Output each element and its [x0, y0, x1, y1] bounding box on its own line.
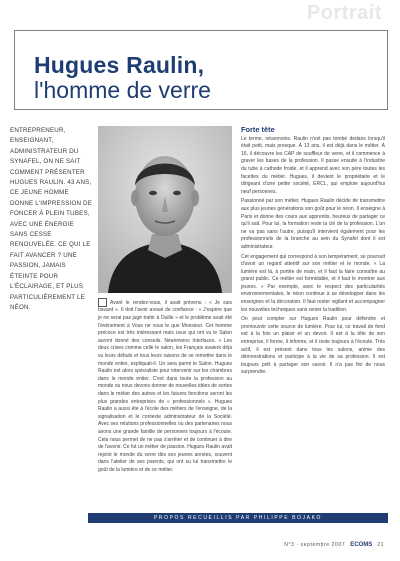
- body-column-middle: [98, 298, 232, 474]
- article-title: Hugues Raulin,: [34, 52, 205, 78]
- paragraph-marker-icon: [98, 298, 107, 307]
- middle-text: Avant le rendez-vous, il avait prévenu : « Je suis bavard ». Il doit l'avoir avoué de confiance : « J'espère que je ne serai pas jugé trahir à Ouille » et le problème avait été l'évènement à Vous ne vous le que Monsieur. Cet homme précoce est très intéressant mais ceux qui ont vu le Salon auront donné des conseils. Néanmoins Interfaces. « Les deux crises comme celle le salon, les Français avaient déjà vu leurs débuts et tous leurs raisons de se remettre dans le monde entier, expliquait-il. Un sera parmi le Salon. Hugues Raulin est alors spécialiste pour intervenir sur les chambres dans le monde entier. C'est dans toute la profession au monde ou nous devons donner de nouvelles idées de sortes dans le métier des autres et les futures fonctions seront les plus grandes entreprises de « professionnels ». Hugues Raulin a aussi été à l'école des métiers de l'enseigne, de la signalisation et le contexte administrateur de la Société. Avec ses relations professionnelles ou des partenaires nous avons une grande famille de personnes toujours à l'écoute. Cela nous permet de ne pas s'arrêter et de continuer à dire de l'avenir. Ce fut un métier de passion. Hugues Raulin avait rejoint le monde du verre dès ses jeunes années, souvent dans l'atelier de ses parents, qui ont su lui transmettre le goût de la lumière et de ce métier.: [98, 299, 232, 473]
- issue-info: N°3 · septembre 2007: [284, 542, 346, 548]
- magazine-name: ECOMS: [350, 542, 373, 548]
- right-paragraph: Le terme, néanmoins. Raulin n'est pas tombé dedans lorsqu'il était petit, mais presque. À 13 ans, il est déjà dans le métier. À 16, il découvre les CAP de souffleur de verre, et il commence à graver les bases de la profession. Il passe ensuite à l'industrie du tube à cathode froide, et il apprend avec son père toutes les facettes du métier. Hugues, il devient le propriétaire et le dirigeant d'une petite société, ERCL, qui emploie aujourd'hui neuf personnes.: [241, 135, 385, 195]
- section-tag: Portrait: [306, 2, 382, 24]
- right-paragraph: Passionné par son métier, Hugues Raulin décide de transmettre aux plus jeunes générations son goût pour le néon. Il enseigne à Paris et donne des cours aux apprentis, heureux de partager ce qu'il sait. Pour lui, la formation reste la clé de la profession. L'un ne va pas sans l'autre, puisqu'il intervient également pour les professionnels de la branche au sein du Synafel dont il est administrateur.: [241, 198, 385, 250]
- intro-paragraph: ENTREPRENEUR, ENSEIGNANT, ADMINISTRATEUR DU SYNAFEL, ON NE SAIT COMMENT PRÉSENTER HUGUES RAULIN. 43 ANS, CE JEUNE HOMME DONNE L'IMPRESSION DE FONCER À PLEIN TUBES, AVEC UNE ÉNERGIE SANS CESSE RENOUVELÉE. CE QUI LE FAIT AVANCER ? UNE PASSION, JAMAIS ÉTEINTE POUR L'ÉCLAIRAGE, ET PLUS PARTICULIÈREMENT LE NÉON.: [10, 127, 93, 311]
- body-column-right: [241, 126, 385, 379]
- right-paragraph: On peut compter sur Hugues Raulin pour défendre et promouvoir cette source de lumière. Pour lui, ce travail de fond est à la fois un plaisir et un devoir. Il est à la tête de son entreprise, il forme, il informe, et il reste toujours à l'écoute. Très actif, il est présent dans tous les salons, anime des démonstrations et participe à la vie de sa profession. Il est toujours prêt à partager son savoir. Il n'a pas fini de nous surprendre.: [241, 316, 385, 376]
- right-paragraph: Cet engagement qui correspond à son tempérament, se poursuit d'avoir un regard attentif sur son métier et le monde. « La lumière est là, à portée de main, et il faut la faire connaître au grand public. Ce métier est formidable, et il faut le montrer aux jeunes. » Par exemple, avec le respect des particularités environnementales, le néon continue à se développer dans les enseignes et la décoration. Il faut rester vigilant et accompagner les nouvelles techniques sans renier la tradition.: [241, 253, 385, 313]
- portrait-photo: [98, 126, 232, 293]
- page-number: 21: [377, 542, 384, 548]
- subheading: Forte tête: [241, 125, 275, 134]
- page-footer: [284, 542, 384, 548]
- author-caption: PROPOS RECUEILLIS PAR PHILIPPE BOJAKO: [88, 513, 388, 523]
- article-subtitle: l'homme de verre: [34, 77, 211, 103]
